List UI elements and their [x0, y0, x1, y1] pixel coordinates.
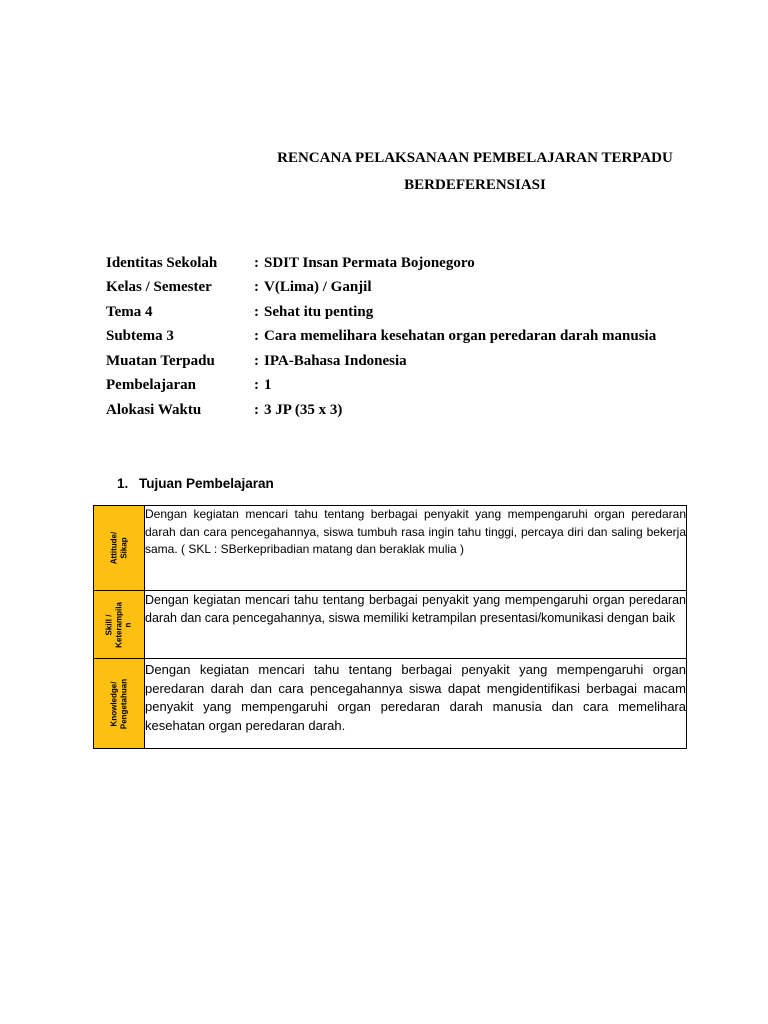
identity-label: Subtema 3: [106, 328, 174, 345]
goal-category-cell: [94, 659, 145, 749]
section-heading: [117, 476, 274, 491]
identity-label: Pembelajaran: [106, 377, 196, 394]
identity-row-content: [106, 349, 656, 374]
identity-colon: :: [254, 377, 259, 394]
goal-category-label: [105, 602, 134, 648]
identity-colon: :: [254, 254, 259, 271]
identity-colon: :: [254, 328, 259, 345]
goal-category-cell: [94, 506, 145, 591]
goal-row-knowledge: [94, 659, 687, 749]
goal-category-cell: [94, 591, 145, 659]
goal-description: Dengan kegiatan mencari tahu tentang berbagai penyakit yang mempengaruhi organ peredaran darah dan cara pencegahannya siswa dapat mengidentifikasi berbagai macam penyakit yang mempengaruhi organ peredaran darah manusia dan cara memelihara kesehatan organ peredaran darah.: [145, 659, 687, 749]
goal-description: Dengan kegiatan mencari tahu tentang berbagai penyakit yang mempengaruhi organ peredaran darah dan cara pencegahannya, siswa tumbuh rasa ingin tahu tinggi, percaya diri dan saling bekerja sama. ( SKL : SBerkepribadian matang dan beraklak mulia ): [145, 506, 687, 591]
goal-category-label: [109, 532, 128, 564]
identity-value: 1: [264, 377, 272, 394]
category-line: Attitude/: [109, 531, 119, 565]
identity-colon: :: [254, 279, 259, 296]
category-line: Sikap: [119, 537, 128, 559]
identity-label: Muatan Terpadu: [106, 352, 215, 369]
identity-colon: :: [254, 401, 259, 418]
identity-row-theme: [106, 300, 656, 325]
learning-goals-table: [93, 505, 687, 749]
identity-label: Tema 4: [106, 303, 153, 320]
category-line: Keterampila: [114, 601, 124, 648]
identity-row-subtheme: [106, 325, 656, 350]
identity-value: Cara memelihara kesehatan organ peredaran darah manusia: [264, 328, 657, 345]
identity-value: V(Lima) / Ganjil: [264, 279, 372, 296]
goal-row-skill: [94, 591, 687, 659]
goal-row-attitude: [94, 506, 687, 591]
identity-value: IPA-Bahasa Indonesia: [264, 352, 407, 369]
identity-row-lesson: [106, 374, 656, 399]
identity-colon: :: [254, 352, 259, 369]
category-line: n: [123, 622, 133, 627]
section-number: 1.: [117, 476, 129, 491]
category-line: Pengetahuan: [119, 678, 128, 729]
identity-block: [106, 251, 656, 423]
document-title-line-1: RENCANA PELAKSANAAN PEMBELAJARAN TERPADU: [277, 150, 673, 166]
identity-label: Alokasi Waktu: [106, 401, 202, 418]
identity-label: Kelas / Semester: [106, 279, 212, 296]
category-line: Skill /: [104, 614, 114, 635]
identity-value: SDIT Insan Permata Bojonegoro: [264, 254, 475, 271]
document-title-line-2: BERDEFERENSIASI: [404, 177, 546, 193]
goal-description: Dengan kegiatan mencari tahu tentang berbagai penyakit yang mempengaruhi organ peredaran darah dan cara pencegahannya, siswa memiliki ketrampilan presentasi/komunikasi dengan baik: [145, 591, 687, 659]
identity-colon: :: [254, 303, 259, 320]
category-line: Knowledge/: [109, 681, 119, 726]
identity-row-class: [106, 276, 656, 301]
identity-row-school: [106, 251, 656, 276]
identity-value: 3 JP (35 x 3): [264, 401, 343, 418]
identity-row-time: [106, 398, 656, 423]
identity-label: Identitas Sekolah: [106, 254, 218, 271]
identity-value: Sehat itu penting: [264, 303, 374, 320]
section-title: Tujuan Pembelajaran: [139, 476, 274, 491]
goal-category-label: [109, 678, 128, 728]
